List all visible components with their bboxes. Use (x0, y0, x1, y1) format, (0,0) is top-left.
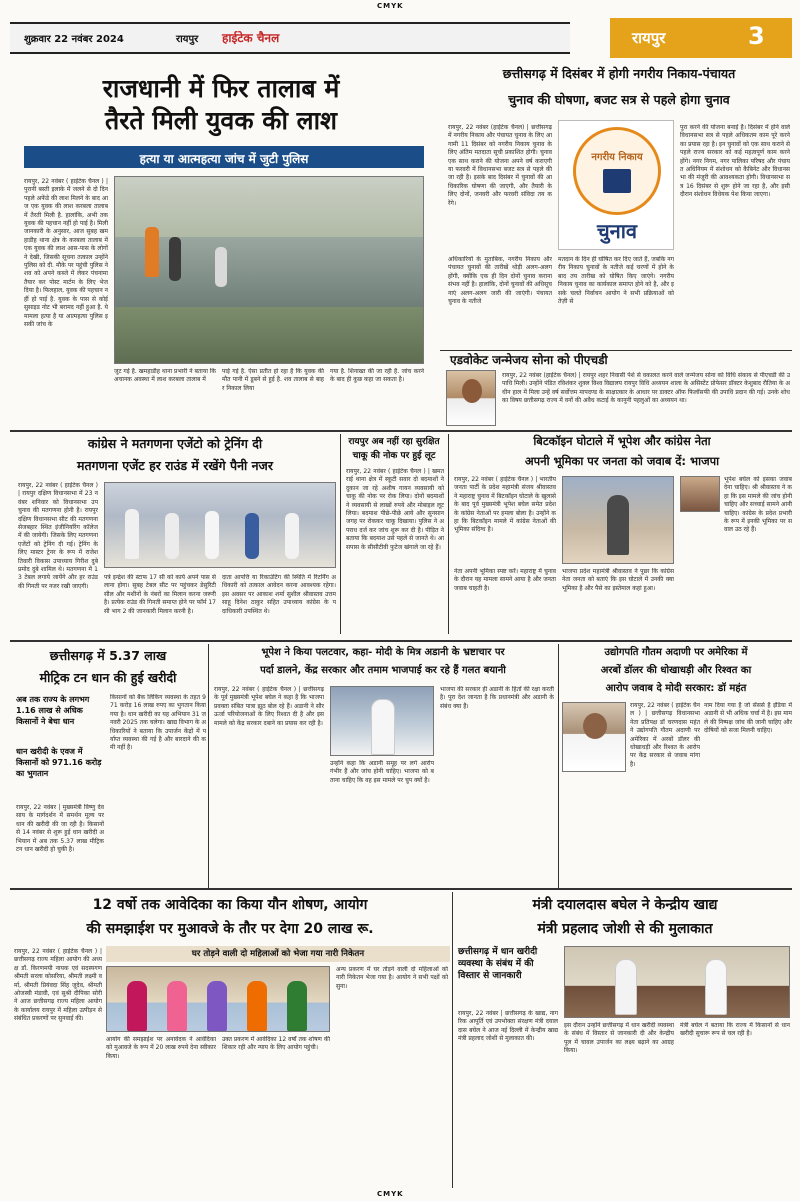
person-c (205, 511, 219, 559)
advocate-photo (446, 370, 496, 426)
lake-photo (114, 176, 424, 364)
person-figure-1 (145, 227, 159, 277)
divider-vertical-4 (558, 644, 559, 888)
women-subhead: घर तोड़ने वाली दो महिलाओं को भेजा गया नारी निकेतन (191, 949, 365, 959)
bitcoin-body-col-3: भूपेश बघेल को इसका जवाब देना चाहिए। श्री श्रीवास्तव ने कहा कि इस मामले की जांच होनी चाहिए और सच्चाई सामने आनी चाहिए। कांग्रेस के प्रदेश प्रभारी के रूप में इनकी भूमिका पर सवाल उठ रहे हैं। (724, 476, 792, 534)
bitcoin-headline-line-2: अपनी भूमिका पर जनता को जवाब दें: भाजपा (524, 454, 720, 468)
congress-headline-line-2: मतगणना एजेंट हर राउंड में रखेंगे पैनी नजर (77, 458, 273, 473)
minister-2 (705, 959, 727, 1015)
official-2 (167, 981, 187, 1031)
person-b (165, 513, 179, 559)
bitcoin-body-col-1: रायपुर, 22 नवंबर ( हाईटेक चैनल ) | भारतीय जनता पार्टी के प्रदेश महामंत्री संजय श्रीवास्तव ने महाराष्ट्र चुनाव में बिटकॉइन घोटाले के खुलासे के बाद पूर्व मुख्यमंत्री भूपेश बघेल समेत प्रदेश के कांग्रेस नेताओं पर हमला बोला है। उन्होंने कहा कि बिटकॉइन मामले में कांग्रेस नेताओं की भूमिका संदिग्ध है। (454, 476, 556, 534)
congress-body-col-3: दाता आपत्ति या रिकाउंटिंग की स्थिति में रिटर्निंग अधिकारी को तत्काल आवेदन करना आवश्यक रहेगा। इस अवसर पर आकाश शर्मा सुशील श्रीवास्तव उत्तम साहू दिनेश ठाकुर सहित उपाध्याय कांग्रेस के पदाधिकारी उपस्थित थे। (222, 574, 336, 615)
person-d (245, 513, 259, 559)
bitcoin-headline-line-1: बिटकॉइन घोटाले में भूपेश और कांग्रेस नेता (533, 434, 711, 448)
brand-logo: हाईटेक चैनल (222, 31, 280, 45)
election-logo-caption: नगरीय निकाय (591, 152, 643, 163)
person-figure-3 (215, 247, 227, 287)
dayaldas-photo (564, 946, 790, 1018)
gutkha-headline-line-1: रायपुर अब नहीं रहा सुरक्षित (348, 437, 440, 447)
official-3 (207, 981, 227, 1031)
official-4 (247, 981, 267, 1031)
issue-date: शुक्रवार 22 नवंबर 2024 (24, 34, 124, 45)
adani-mahant-headline-line-2: अरबों डॉलर की धोखाधड़ी और रिश्वत का (600, 665, 752, 676)
dayaldas-body-col-1: रायपुर, 22 नवंबर | छत्तीसगढ़ के खाद्य, नागरिक आपूर्ति एवं उपभोक्ता संरक्षण मंत्री दयालदास बघेल ने आज नई दिल्ली में केन्द्रीय खाद्य मंत्री प्रहलाद जोशी से मुलाकात की। (458, 1010, 558, 1043)
women-headline-line-1: 12 वर्षो तक आवेदिका का किया यौन शोषण, आयोग (92, 897, 368, 913)
bitcoin-photo-center (562, 476, 674, 564)
gutkha-headline-line-2: चाकू की नोक पर हुई लूट (352, 451, 436, 461)
election-body-col-2: अधिकारियों के मुताबिक, नगरीय निकाय और पंचायत चुनावों की तारीखें थोड़ी अलग-अलग होंगी, क्योंकि एक ही दिन दोनों चुनाव कराना संभव नहीं है। हालांकि, दोनों चुनावों की अधिसूचनाएं अलग-अलग जारी की जाएंगी। पंचायत चुनाव के नतीजे (448, 256, 552, 306)
election-logo (558, 120, 674, 250)
election-body-col-1: रायपुर, 22 नवंबर (हाईटेक चैनल) | छत्तीसगढ़ में नगरीय निकाय और पंचायत चुनाव के लिए आगामी 11 दिसंबर को नगरीय निकाय चुनाव के लिए अंतिम मतदाता सूची प्रकाशित होगी। चुनाव एक साथ कराने की योजना अपने वर्ष कराएगी या फरवरी में विधानसभा बजट सत्र से पहले की जा रही है। इसके बाद दिसंबर में चुनावों की आधिकारिक घोषणा की जाएगी, और तैयारी के लिए दोनों, जनवरी और फरवरी संविदा तय करेंगे। (448, 124, 552, 207)
paddy-bullet-2: धान खरीदी के एवज में किसानों को 971.16 करोड़ का भुगतान (16, 747, 102, 778)
cmyk-label-top: CMYK (377, 2, 404, 10)
lake-body-col-2: जुट गई है. खमहाडीह थाना प्रभारी ने बताया कि अचानक अवस्था में लाश करबला तालाब में (114, 368, 216, 384)
adani-bhupesh-headline-line-1: भूपेश ने किया पलटवार, कहा- मोदी के मित्र अडानी के भ्रष्टाचार पर (261, 647, 505, 658)
lake-headline-line-2: तैरते मिली युवक की लाश (104, 106, 338, 135)
election-body-col-4: पूरा करने की योजना बनाई है। दिसंबर में होने वाले विधानसभा सत्र से पहले अधिकतम काम पूरे करने का प्रयास रहा है। इन चुनावों को एक साथ कराने से पहले राज्य सरकार को कई महत्वपूर्ण काम करने होंगे। नगर निगम, नगर पालिका परिषद और पंचायत अधिनियम में संशोधन को कैबिनेट और विधानसभा की मंजूरी की आवश्यकता होगी। विधानसभा सत्र 16 दिसंबर से शुरू होने जा रहा है, और इसी दौरान संशोधन विधेयक पेश किया जाएगा। (680, 124, 790, 199)
divider-vertical-3 (208, 644, 209, 888)
dayaldas-subhead: छत्तीसगढ़ में धान खरीदी व्यवस्था के संबंध में की विस्तार से जानकारी (458, 947, 538, 981)
paddy-bullet-1: अब तक राज्य के लगभग 1.16 लाख से अधिक किसानों ने बेचा धान (16, 695, 90, 726)
gutkha-body: रायपुर, 22 नवंबर ( हाईटेक चैनल ) | खमतराई थाना क्षेत्र में स्कूटी सवार दो बदमाशों ने दुकान जा रहे अशीष गायन व्यवसायी को चाकू की नोक पर रोक लिया। दोनों बदमाशों ने व्यवसायी से लाखों रुपये और मोबाइल लूट लिया। बदमाश पीछे-पीछे आये और सुनसान जगह पर रोककर चाकू दिखाया। पुलिस ने अपराध दर्ज कर जांच शुरू कर दी है। पीड़ित ने बताया कि बदमाश उसे पहले से जानते थे। आसपास के सीसीटीवी फुटेज खंगाले जा रहे हैं। (346, 468, 444, 551)
bhupesh-figure (371, 699, 395, 755)
bhupesh-photo (330, 686, 434, 756)
lake-body-col-3: पाई गई है. ऐसा प्रतीत हो रहा है कि युवक की मौत पानी में डूबने से हुई है. शव तालाब से बाहर निकाल लिया (222, 368, 324, 392)
lake-water (115, 237, 424, 307)
election-headline-line-2: चुनाव की घोषणा, बजट सत्र से पहले होगा चुनाव (508, 92, 730, 107)
mahant-face (583, 713, 607, 739)
adani-mahant-body-col-1: रायपुर, 22 नवंबर ( हाईटेक चैनल ) | छत्तीसगढ़ विधानसभा नेता प्रतिपक्ष डॉ चरणदास महंत ने उद्योगपति गौतम अदाणी पर अमेरिका में अरबों डॉलर की धोखाधड़ी और रिश्वत के आरोप पर केंद्र सरकार से जवाब मांगा है। (630, 702, 700, 768)
congress-photo (104, 482, 336, 568)
lake-body-col-4: गया है. शिनाख्त की जा रही है. जांच करने के बाद ही कुछ कहा जा सकता है। (330, 368, 424, 384)
divider-row-1 (10, 430, 792, 432)
masthead (10, 18, 792, 58)
dayaldas-body-col-2: इस दौरान उन्होंने छत्तीसगढ़ में धान खरीदी व्यवस्था के संबंध में विस्तार से जानकारी दी और केन्द्रीय पूल में चावल उपार्जन का लक्ष्य बढ़ाने का आग्रह किया। (564, 1022, 674, 1055)
adani-bhupesh-body-col-3: भाजपा की सरकार ही अडानी के हितों की रक्षा करती है। पूरा देश जानता है कि प्रधानमंत्री और अडानी के संबंध क्या हैं। (440, 686, 554, 710)
adani-bhupesh-body-col-2: उन्होंने कहा कि अडानी समूह पर लगे आरोप गंभीर हैं और जांच होनी चाहिए। भाजपा को बताना चाहिए कि वह इस मामले पर चुप क्यों है। (330, 760, 434, 784)
adani-bhupesh-headline-line-2: पर्दा डालने, केंद्र सरकार और तमाम भाजपाई कर रहे हैं गलत बयानी (260, 665, 506, 676)
divider-vertical-5 (452, 892, 453, 1188)
advocate-body: रायपुर, 22 नवंबर (हाईटेक चैनल) | रायपुर शहर निवासी पेशे से वकालत करने वाले जन्मेजय सोना को विधि संकाय से पीएचडी की उपाधि मिली। उन्होंने पंडित रविशंकर शुक्ल विश्व विद्यालय रायपुर विधि अध्ययन शाला के असिस्टेंट प्रोफेसर डॉक्टर केशुबाद रौतिया के अधीन हाल में मिला उन्हें वर्ष सर्वोत्तम मापदण्ड के साक्षात्कार के आधार पर डाक्टर ऑफ फिलॉसफी की उपाधि प्रदान की गई। उनके शोध का विषय छत्तीसगढ़ राज्य में वनों की अवैध कटाई के कानूनी पहलुओं का अध्ययन था। (502, 372, 790, 405)
dayaldas-headline-line-2: मंत्री प्रहलाद जोशी से की मुलाकात (537, 921, 713, 937)
women-photo (106, 966, 330, 1032)
section-name: रायपुर (632, 29, 666, 47)
masthead-city: रायपुर (176, 34, 199, 45)
lake-headline-line-1: राजधानी में फिर तालाब में (102, 74, 340, 103)
paddy-headline-line-2: मीट्रिक टन धान की हुई खरीदी (39, 670, 177, 685)
divider-row-2 (10, 640, 792, 642)
mahant-photo (562, 702, 626, 772)
congress-body-col-1: रायपुर, 22 नवंबर ( हाईटेक चैनल ) | रायपुर दक्षिण विधानसभा में 23 नवंबर शनिवार को विधानसभा उपचुनाव की मतगणना होनी है। रायपुर दक्षिण विधानसभा सीट की मतगणना सेजबहार स्थित इंजीनियरिंग कॉलेज में की जायेगी। जिसके लिए मतगणना एजेंटों को ट्रेनिंग दी गई। ट्रेनिंग के लिए मास्टर ट्रेनर के रूप में राजेश तिवारी विकास उपाध्याय गिरीश दुबे प्रमोद दुबे शामिल थे। मतगणना में 13 टेबल लगाये जायेंगे और हर राउंड की गिनती पर नजर रखी जाएगी। (18, 482, 98, 590)
speaker-figure (607, 495, 629, 555)
lake-body-col-1: रायपुर, 22 नवंबर ( हाईटेक चैनल ) | पुरानी बस्ती इलाके में जलने से दो दिन पहले अफेंडे की लाश मिलने के बाद आज एक युवक की लाश करबला तालाब में तैरती मिली है. हालांकि, अभी तक युवक की पहचान नहीं हो पाई है। मिली जानकारी के अनुसार, आज सुबह खमहाडीह थाना क्षेत्र के करबला तालाब में एक युवक की लाश आस-पास के लोगों ने देखी, जिसकी सूचना तत्काल उन्होंने पुलिस को दी. मौके पर पहुंची पुलिस ने शव को अपने कब्जे में लेकर पंचनामा तैयार कर पोस्ट मार्टम के लिए भेज दिया है। फिलहाल, युवक की पहचान नहीं हो पाई है. युवक के पास से कोई सुसाइड नोट भी बरामद नहीं हुआ है. ये मामला हत्या है या आत्महत्या पुलिस इसकी जांच के (24, 178, 108, 328)
bitcoin-body-col-4: नेता अपनी भूमिका स्पष्ट करें। महाराष्ट्र में चुनाव के दौरान यह मामला सामने आया है और जनता जवाब चाहती है। (454, 568, 556, 592)
advocate-face (462, 379, 482, 403)
women-headline-line-2: की समझाईश पर मुआवजे के तौर पर देगा 20 लाख रू. (86, 921, 374, 937)
person-figure-2 (169, 237, 181, 281)
adani-mahant-headline-line-3: आरोप जवाब दे मोदी सरकार: डॉ महंत (605, 683, 747, 694)
official-1 (127, 981, 147, 1031)
lake-subhead: हत्या या आत्महत्या जांच में जुटी पुलिस (139, 152, 309, 166)
ballot-box-icon (603, 169, 631, 193)
divider-vertical-1 (340, 434, 341, 634)
person-a (125, 509, 139, 559)
dayaldas-headline-line-1: मंत्री दयालदास बघेल ने केन्द्रीय खाद्य (532, 897, 718, 913)
women-body-col-4: अन्य प्रकरण में घर तोड़ने वाली दो महिलाओं को नारी निकेतन भेजा गया है। आयोग ने सभी पक्षों को सुना। (336, 966, 448, 990)
bitcoin-body-col-2: भाजपा प्रदेश महामंत्री श्रीवास्तव ने पूछा कि कांग्रेस नेता जनता को बताएं कि इस घोटाले में उनकी क्या भूमिका है और पैसे का इस्तेमाल कहां हुआ। (562, 568, 674, 592)
paddy-body-col-2: किसानों को बैंक लिंकिंग व्यवस्था के तहत 971 करोड़ 16 लाख रुपए का भुगतान किया गया है। धान खरीदी का यह अभियान 31 जनवरी 2025 तक चलेगा। खाद्य विभाग के अधिकारियों ने बताया कि उपार्जन केंद्रों में पर्याप्त व्यवस्था की गई है और बारदाने की कमी नहीं है। (110, 694, 206, 752)
official-5 (287, 981, 307, 1031)
dayaldas-body-col-3: मंत्री बघेल ने बताया कि राज्य में किसानों से धान खरीदी सुचारू रूप से चल रही है। (680, 1022, 790, 1038)
women-body-col-3: उक्त प्रकरण में आवेदिका 12 वर्षों तक शोषण की शिकार रही और न्याय के लिए आयोग पहुंची। (222, 1036, 330, 1052)
advocate-headline: एडवोकेट जन्मेजय सोना को पीएचडी (450, 353, 608, 367)
election-headline-line-1: छत्तीसगढ़ में दिसंबर में होगी नगरीय निकाय-पंचायत (502, 66, 736, 81)
women-body-col-2: आयोग की समझाईश पर अनावेदक ने आवेदिका को मुआवजे के रूप में 20 लाख रुपये देना स्वीकार किया। (106, 1036, 216, 1060)
congress-headline-line-1: कांग्रेस ने मतगणना एजेंटो को ट्रेनिंग दी (87, 436, 263, 451)
cmyk-label-bottom: CMYK (377, 1190, 404, 1198)
election-logo-word: चुनाव (596, 219, 638, 243)
congress-body-col-2: पत्रे इन्द्रेश की स्टाफ 17 सी को कार्य अपने पास से लाना होगा। सुबह टेबल सीट पर पहुंचकर डेसुरिटी सील और मशीनों के नंबरों का मिलान करना जरूरी है। प्रत्येक राउंड की गिनती समाप्त होने पर फॉर्म 17 सी भाग 2 की जानकारी मिलान करनी है। (104, 574, 216, 615)
divider-vertical-2 (448, 434, 449, 634)
women-body-col-1: रायपुर, 22 नवंबर ( हाईटेक चैनल ) | छत्तीसगढ़ राज्य महिला आयोग की अध्यक्ष डॉ. किरणमयी नायक एवं सदस्यगण श्रीमती सरला कोसरिया, श्रीमती लक्ष्मी वर्मा, श्रीमती प्रियंवदा सिंह जूदेव, श्रीमती ओजस्वी मंडावी, एवं सुश्री दीपिका सोरी ने आज छत्तीसगढ़ राज्य महिला आयोग के कार्यालय रायपुर में महिला उत्पीड़न से संबंधित प्रकरणों पर सुनवाई की। (14, 948, 102, 1023)
divider-row-3 (10, 888, 792, 890)
adani-mahant-headline-line-1: उद्योगपति गौतम अदाणी पर अमेरिका में (604, 647, 748, 658)
divider-election (440, 350, 792, 351)
page-number: 3 (748, 22, 765, 50)
paddy-body-col-1: रायपुर, 22 नवंबर | मुख्यमंत्री विष्णु देव साय के मार्गदर्शन में समर्थन मूल्य पर धान की खरीदी की जा रही है। किसानों से 14 नवंबर से शुरू हुई धान खरीदी अभियान में अब तक 5.37 लाख मीट्रिक टन धान खरीदी हो चुकी है। (16, 804, 104, 854)
paddy-headline-line-1: छत्तीसगढ़ में 5.37 लाख (49, 648, 167, 663)
person-e (285, 513, 299, 559)
adani-mahant-body-col-2: नाम दिया गया है जो सेंसर्स है इंडिया में अडानी से भी अधिक चर्चा में है। इस मामले की निष्पक्ष जांच की जानी चाहिए और दोषियों को सजा मिलनी चाहिए। (704, 702, 792, 735)
bitcoin-photo-right (680, 476, 720, 512)
adani-bhupesh-body-col-1: रायपुर, 22 नवंबर ( हाईटेक चैनल ) | छत्तीसगढ़ के पूर्व मुख्यमंत्री भूपेश बघेल ने कहा है कि भाजपा प्रवक्ता संबित पात्रा झूठ बोल रहे हैं। अडानी ने सौर ऊर्जा परियोजनाओं के लिए रिश्वत दी है और इस मामले को केंद्र सरकार दबाने का प्रयास कर रही है। (214, 686, 324, 727)
election-body-col-3: मतदान के दिन ही घोषित कर दिए जाते हैं, जबकि नगरीय निकाय चुनावों के नतीजे कई चरणों में होने के बाद तय तारीख को घोषित किए जाएंगे। नगरीय निकाय चुनाव का कार्यकाल समाप्त होने को है, और इसके चलते निर्वाचन आयोग ने सभी प्रक्रियाओं को तेज़ी से (558, 256, 674, 306)
minister-1 (615, 959, 637, 1015)
